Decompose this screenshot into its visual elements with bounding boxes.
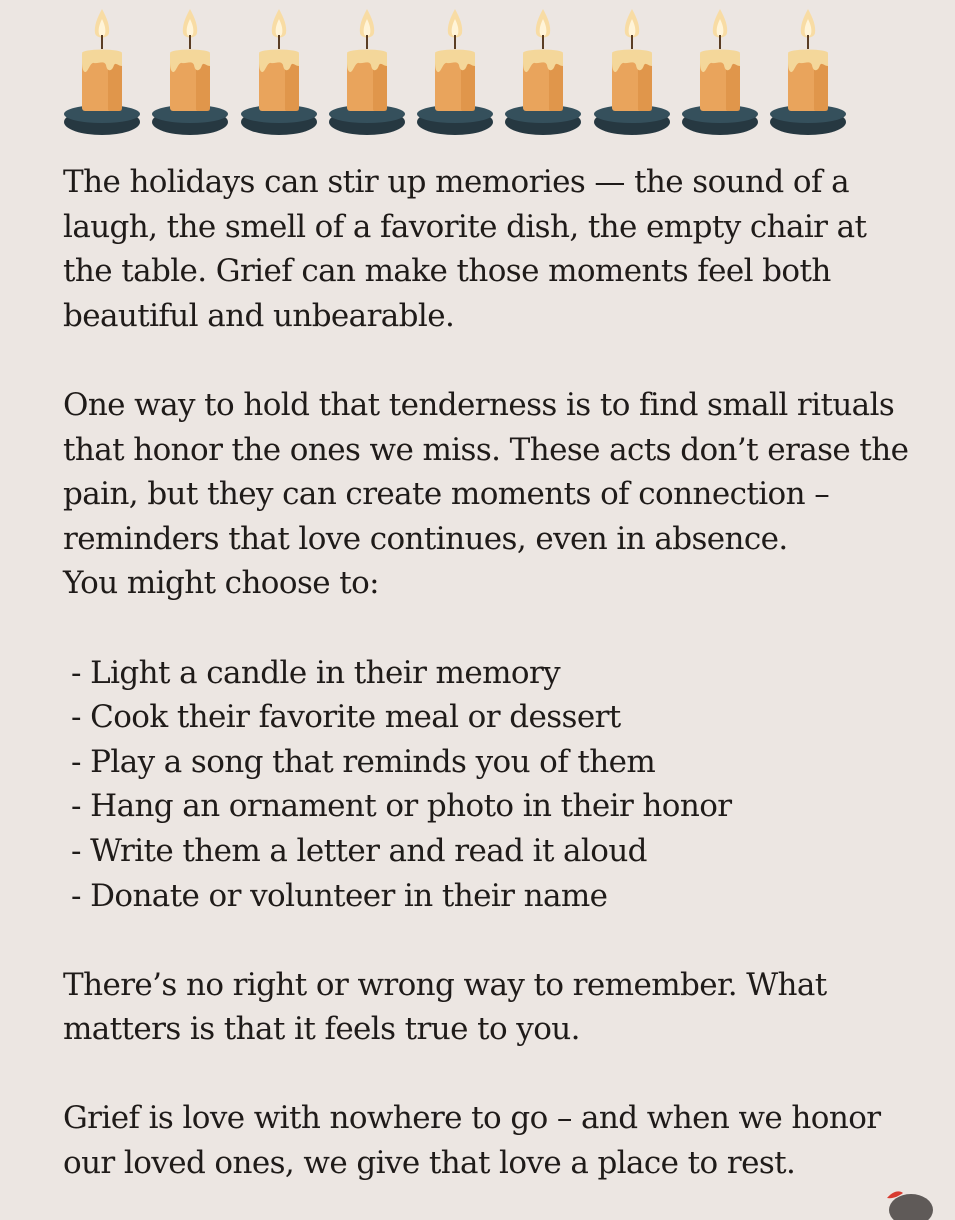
list-item: - Cook their favorite meal or dessert (71, 699, 621, 736)
paragraph-closing (63, 1096, 923, 1185)
text-line: matters is that it feels true to you. (63, 1011, 580, 1048)
paragraph-remember (63, 963, 923, 1052)
text-line: reminders that love continues, even in absence. (63, 520, 788, 557)
candle-icon (237, 2, 321, 140)
paragraph-gap (63, 338, 923, 383)
corner-decoration (877, 1176, 937, 1220)
paragraph-gap (63, 918, 923, 963)
candle-icon (60, 2, 144, 140)
article-body (63, 160, 923, 1186)
paragraph-gap (63, 606, 923, 651)
ritual-list (63, 651, 923, 919)
text-line: the table. Grief can make those moments feel both (63, 253, 831, 290)
paragraph-rituals (63, 383, 923, 606)
candle-icon (678, 2, 762, 140)
candle-icon (590, 2, 674, 140)
candle-icon (413, 2, 497, 140)
candle-icon (766, 2, 850, 140)
text-line: Grief is love with nowhere to go – and when we honor (63, 1100, 881, 1137)
candle-row (60, 0, 850, 140)
text-line: laugh, the smell of a favorite dish, the empty chair at (63, 208, 867, 245)
text-line: The holidays can stir up memories — the sound of a (63, 164, 849, 200)
list-item: - Hang an ornament or photo in their honor (71, 788, 732, 825)
text-line: There’s no right or wrong way to remember. What (63, 966, 827, 1003)
paragraph-intro (63, 160, 923, 338)
list-item: - Write them a letter and read it aloud (71, 832, 647, 869)
text-line: beautiful and unbearable. (63, 297, 455, 334)
list-item: - Light a candle in their memory (71, 654, 561, 691)
list-item: - Donate or volunteer in their name (71, 877, 608, 914)
text-line: You might choose to: (63, 565, 380, 602)
text-line: our loved ones, we give that love a place to rest. (63, 1145, 796, 1182)
text-line: pain, but they can create moments of connection – (63, 476, 830, 513)
paragraph-gap (63, 1052, 923, 1097)
text-line: that honor the ones we miss. These acts don’t erase the (63, 431, 909, 468)
candle-icon (501, 2, 585, 140)
text-line: One way to hold that tenderness is to find small rituals (63, 386, 895, 423)
candle-icon (325, 2, 409, 140)
candle-icon (148, 2, 232, 140)
list-item: - Play a song that reminds you of them (71, 743, 656, 780)
